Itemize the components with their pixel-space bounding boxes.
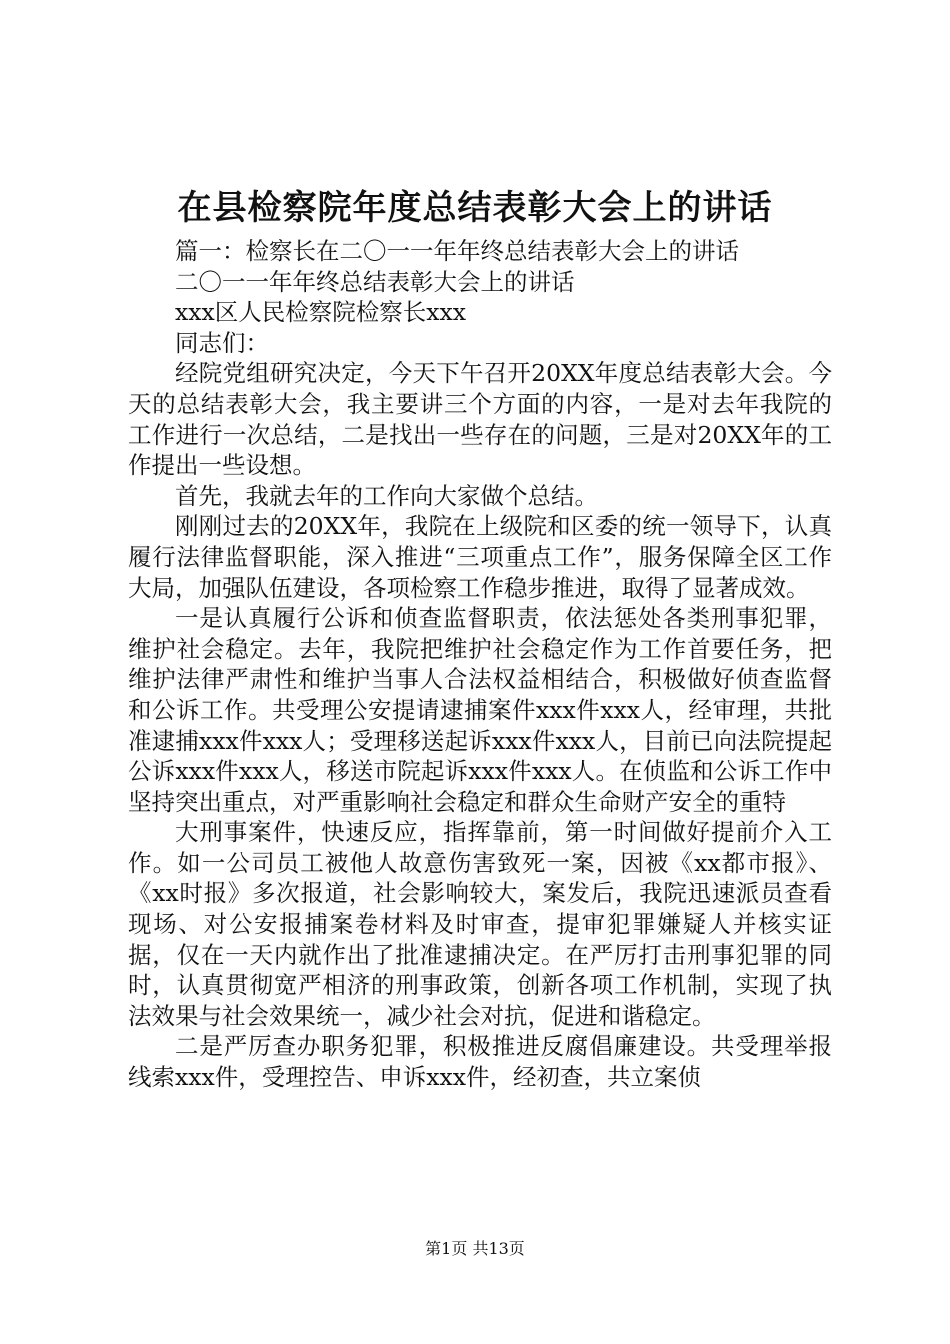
- paragraph-speaker: xxx区人民检察院检察长xxx: [175, 298, 467, 327]
- paragraph: 一是认真履行公诉和侦查监督职责，依法惩处各类刑事犯罪，维护社会稳定。去年，我院把维护社会稳定作为工作首要任务，把维护法律严肃性和维护当事人合法权益相结合，积极做好侦查监督和公诉工作。共受理公安提请逮捕案件xxx件xxx人，经审理，共批准逮捕xxx件xxx人；受理移送起诉xxx件xxx人，目前已向法院提起公诉xxx件xxx人，移送市院起诉xxx件xxx人。在侦监和公诉工作中坚持突出重点，对严重影响社会稳定和群众生命财产安全的重特: [128, 604, 832, 816]
- paragraph-subtitle: 二〇一一年年终总结表彰大会上的讲话: [175, 267, 575, 296]
- document-body: [128, 236, 832, 1093]
- paragraph: 经院党组研究决定，今天下午召开20XX年度总结表彰大会。今天的总结表彰大会，我主要讲三个方面的内容，一是对去年我院的工作进行一次总结，二是找出一些存在的问题，三是对20XX年的工作提出一些设想。: [128, 359, 832, 480]
- page-footer: 第1页 共13页: [425, 1239, 525, 1258]
- paragraph-heading: 篇一：检察长在二〇一一年年终总结表彰大会上的讲话: [175, 237, 739, 265]
- paragraph: 刚刚过去的20XX年，我院在上级院和区委的统一领导下，认真履行法律监督职能，深入推进“三项重点工作”，服务保障全区工作大局，加强队伍建设，各项检察工作稳步推进，取得了显著成效。: [128, 512, 832, 602]
- paragraph: 首先，我就去年的工作向大家做个总结。: [175, 481, 598, 510]
- paragraph: 大刑事案件，快速反应，指挥靠前，第一时间做好提前介入工作。如一公司员工被他人故意伤害致死一案，因被《xx都市报》、《xx时报》多次报道，社会影响较大，案发后，我院迅速派员查看现场、对公安报捕案卷材料及时审查，提审犯罪嫌疑人并核实证据，仅在一天内就作出了批准逮捕决定。在严厉打击刑事犯罪的同时，认真贯彻宽严相济的刑事政策，创新各项工作机制，实现了执法效果与社会效果统一，减少社会对抗，促进和谐稳定。: [128, 818, 832, 1030]
- document-title: 在县检察院年度总结表彰大会上的讲话: [177, 188, 773, 228]
- paragraph: 二是严厉查办职务犯罪，积极推进反腐倡廉建设。共受理举报线索xxx件，受理控告、申诉xxx件，经初查，共立案侦: [128, 1032, 832, 1092]
- paragraph-salutation: 同志们：: [175, 328, 269, 357]
